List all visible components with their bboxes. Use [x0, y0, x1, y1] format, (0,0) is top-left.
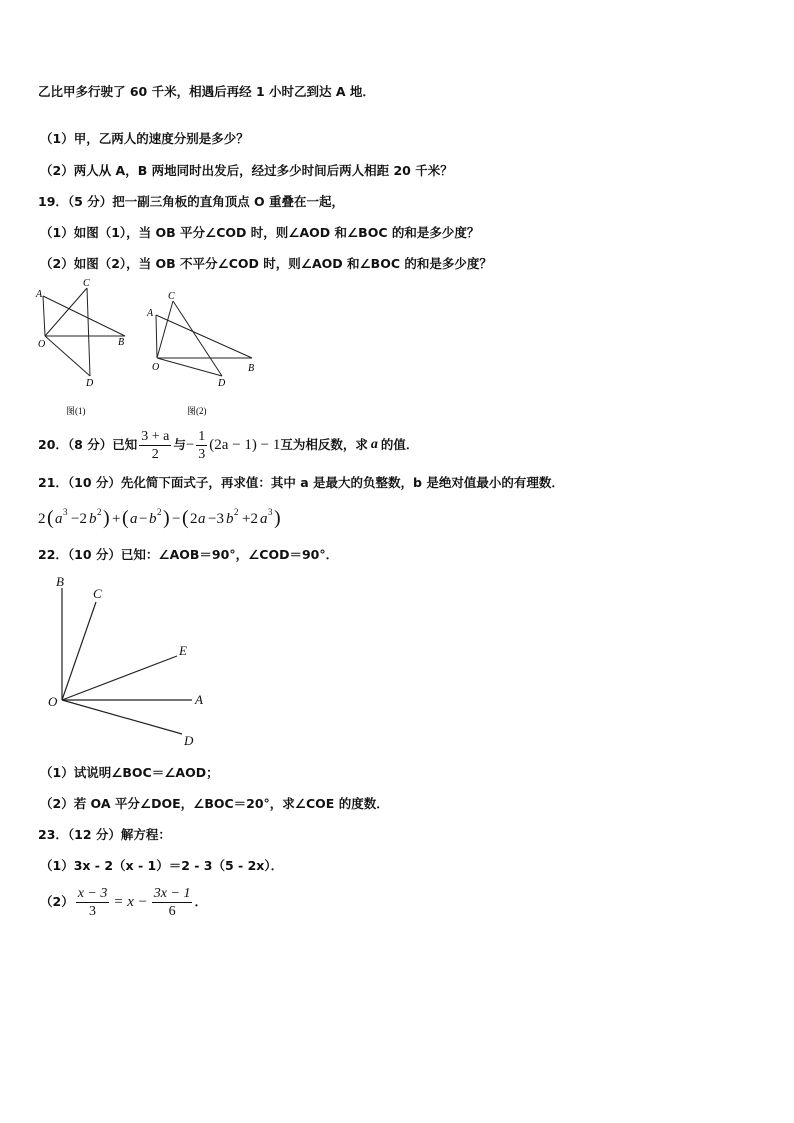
- q20-end: 的值．: [380, 437, 419, 452]
- svg-text:(: (: [182, 507, 189, 529]
- fig3-label-A: A: [195, 692, 203, 707]
- q23-2-fraction-1-numerator: x − 3: [77, 885, 108, 901]
- ray-OE: [62, 656, 177, 700]
- q23-2-fraction-1: [76, 885, 110, 920]
- figure-22: [40, 570, 220, 750]
- question-23-part-1: （1）3x - 2（x - 1）＝2 - 3（5 - 2x）．: [40, 858, 284, 873]
- q20-fraction-1-numerator: 3 + a: [141, 428, 170, 444]
- question-22-part-2: （2）若 OA 平分∠DOE，∠BOC＝20°，求∠COE 的度数．: [40, 796, 389, 811]
- svg-text:): ): [103, 507, 110, 529]
- svg-text:2: 2: [97, 507, 102, 517]
- question-18-part-2: （2）两人从 A，B 两地同时出发后，经过多少时间后两人相距 20 千米？: [40, 163, 453, 178]
- question-22-part-1: （1）试说明∠BOC＝∠AOD；: [40, 765, 219, 780]
- svg-text:b: b: [149, 511, 157, 527]
- q23-2-fraction-2-denominator: 6: [168, 903, 176, 919]
- question-19-part-2: （2）如图（2），当 OB 不平分∠COD 时，则∠AOD 和∠BOC 的和是多少度？: [40, 256, 492, 271]
- question-18-part-1: （1）甲，乙两人的速度分别是多少？: [40, 131, 249, 146]
- q23-2-end: ．: [194, 894, 207, 909]
- fig3-label-E: E: [179, 643, 187, 658]
- svg-text:−3: −3: [208, 511, 224, 527]
- fig2-label-B: B: [248, 363, 255, 374]
- question-21: 21．（10 分）先化简下面式子，再求值：其中 a 是最大的负整数，b 是绝对值最小的有理数．: [38, 475, 564, 490]
- fig2-caption: 图(2): [187, 406, 207, 416]
- svg-text:−2: −2: [71, 511, 87, 527]
- question-19: 19．（5 分）把一副三角板的直角顶点 O 重叠在一起，: [38, 194, 345, 209]
- svg-text:): ): [163, 507, 170, 529]
- fig3-label-C: C: [93, 586, 102, 601]
- q20-and: 与: [173, 437, 186, 452]
- fig2-label-D: D: [218, 378, 226, 389]
- fig1-label-D: D: [86, 378, 94, 389]
- q23-2-prefix: （2）: [40, 894, 74, 909]
- fig1-label-B: B: [118, 337, 125, 348]
- q20-fraction-1-denominator: 2: [151, 446, 159, 462]
- svg-text:+2: +2: [242, 511, 258, 527]
- q20-minus: −: [185, 437, 195, 453]
- svg-text:): ): [274, 507, 281, 529]
- ray-OC: [62, 602, 96, 700]
- q23-2-fraction-2: [152, 885, 193, 920]
- fig1-label-A: A: [36, 289, 43, 300]
- fig2-label-C: C: [168, 291, 175, 302]
- fig1-label-O: O: [38, 339, 46, 350]
- fig3-label-D: D: [184, 733, 194, 748]
- fig2-label-O: O: [152, 362, 160, 373]
- question-20: [38, 425, 418, 465]
- svg-text:2: 2: [157, 507, 162, 517]
- fig1-label-C: C: [83, 278, 90, 289]
- q20-post: 互为相反数，求: [280, 437, 368, 452]
- svg-text:(: (: [122, 507, 129, 529]
- svg-text:3: 3: [268, 507, 273, 517]
- q20-fraction-2-denominator: 3: [198, 446, 206, 462]
- svg-text:+: +: [112, 511, 121, 527]
- svg-text:a: a: [130, 511, 138, 527]
- q20-expression: (2a − 1) − 1: [209, 437, 281, 453]
- question-19-part-1: （1）如图（1），当 OB 平分∠COD 时，则∠AOD 和∠BOC 的和是多少度？: [40, 225, 480, 240]
- text-line-q18-tail: 乙比甲多行驶了 60 千米，相遇后再经 1 小时乙到达 A 地．: [38, 84, 375, 99]
- fig3-label-O: O: [48, 694, 58, 709]
- q23-2-fraction-2-numerator: 3x − 1: [153, 885, 191, 901]
- svg-text:a: a: [198, 511, 206, 527]
- ray-OD: [62, 700, 182, 734]
- fig3-label-B: B: [56, 574, 64, 589]
- svg-text:a: a: [260, 511, 268, 527]
- svg-text:−: −: [172, 511, 181, 527]
- q23-2-fraction-1-denominator: 3: [89, 903, 97, 919]
- q20-prefix: 20．（8 分）已知: [38, 437, 138, 452]
- svg-text:3: 3: [63, 507, 68, 517]
- svg-text:b: b: [89, 511, 97, 527]
- q20-fraction-2-numerator: 1: [198, 428, 206, 444]
- question-23: 23．（12 分）解方程：: [38, 827, 171, 842]
- q21-expression: [36, 502, 316, 534]
- q20-variable: a: [370, 437, 378, 452]
- figure-2: [156, 301, 255, 376]
- svg-text:2: 2: [234, 507, 239, 517]
- svg-text:b: b: [226, 511, 234, 527]
- q20-fraction-2: [196, 428, 207, 463]
- figure-19: [30, 276, 270, 421]
- q20-fraction-1: [139, 428, 171, 463]
- svg-text:2: 2: [38, 511, 46, 527]
- fig1-caption: 图(1): [66, 406, 86, 416]
- question-23-part-2: [40, 882, 207, 922]
- q23-2-middle: = x −: [113, 894, 148, 910]
- fig2-label-A: A: [147, 308, 154, 319]
- svg-text:−: −: [139, 511, 148, 527]
- svg-text:2: 2: [190, 511, 198, 527]
- svg-text:a: a: [55, 511, 63, 527]
- question-22: 22．（10 分）已知：∠AOB＝90°，∠COD＝90°．: [38, 547, 339, 562]
- figure-1: [43, 288, 125, 376]
- svg-text:(: (: [47, 507, 54, 529]
